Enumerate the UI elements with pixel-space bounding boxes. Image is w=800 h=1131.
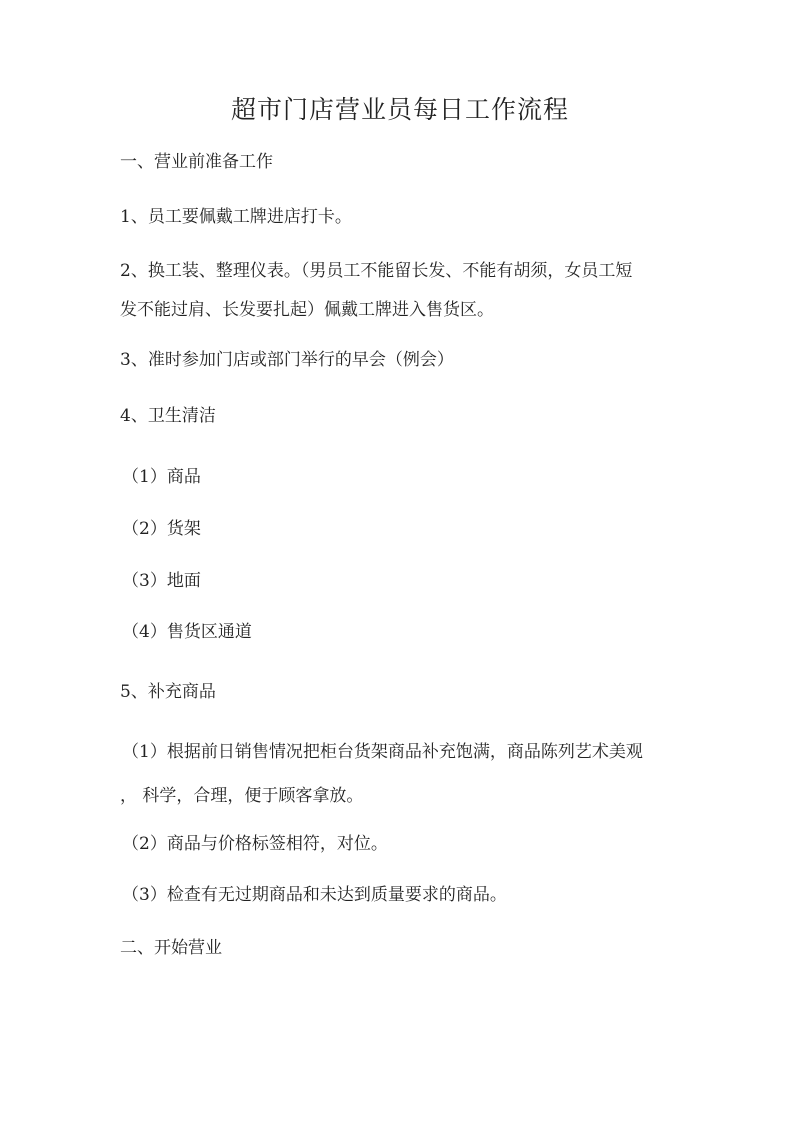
- list-item-floor: （3）地面: [122, 571, 201, 591]
- paragraph-step-1: 1、员工要佩戴工牌进店打卡。: [120, 207, 352, 227]
- section-heading-preparation: 一、营业前准备工作: [120, 152, 273, 172]
- document-title: 超市门店营业员每日工作流程: [230, 95, 569, 124]
- section-heading-open: 二、开始营业: [120, 938, 222, 958]
- list-item-price-tags: （2）商品与价格标签相符，对位。: [122, 834, 388, 854]
- paragraph-step-4: 4、卫生清洁: [120, 406, 216, 426]
- paragraph-step-5: 5、补充商品: [120, 682, 216, 702]
- paragraph-step-2-line-1: 2、换工装、整理仪表。（男员工不能留长发、不能有胡须，女员工短: [120, 261, 633, 281]
- list-item-expiry-check: （3）检查有无过期商品和未达到质量要求的商品。: [122, 885, 507, 905]
- list-item-restock-line-1: （1）根据前日销售情况把柜台货架商品补充饱满，商品陈列艺术美观: [122, 742, 643, 762]
- list-item-goods: （1）商品: [122, 467, 201, 487]
- list-item-shelves: （2）货架: [122, 519, 201, 539]
- paragraph-step-3: 3、准时参加门店或部门举行的早会（例会）: [120, 350, 454, 370]
- list-item-aisle: （4）售货区通道: [122, 622, 252, 642]
- list-item-restock-line-2: ， 科学，合理，便于顾客拿放。: [120, 786, 364, 806]
- paragraph-step-2-line-2: 发不能过肩、长发要扎起）佩戴工牌进入售货区。: [120, 300, 494, 320]
